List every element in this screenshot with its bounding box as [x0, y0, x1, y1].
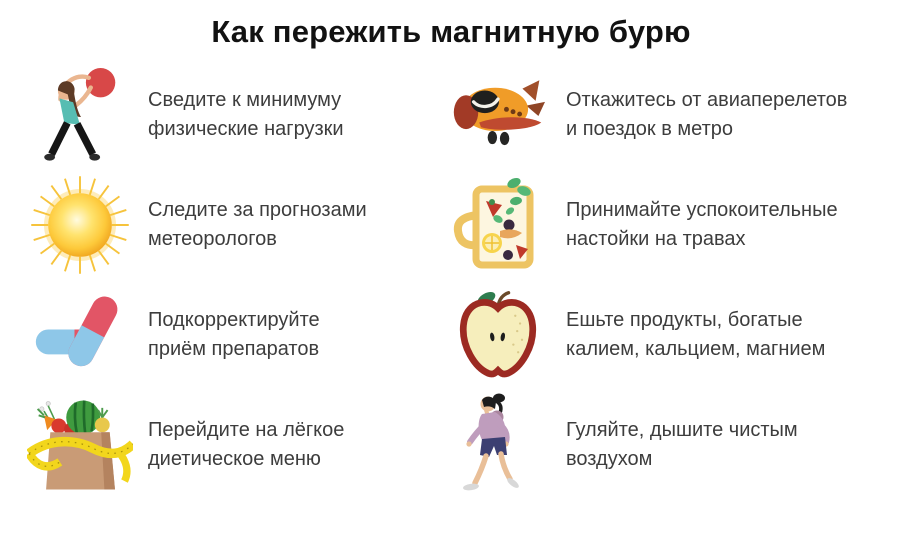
text-line: Перейдите на лёгкое	[148, 419, 345, 441]
text-line: физические нагрузки	[148, 118, 344, 140]
text-line: Принимайте успокоительные	[566, 199, 838, 221]
text-line: калием, кальцием, магнием	[566, 338, 826, 360]
exercise-icon	[26, 61, 134, 169]
text-line: Следите за прогнозами	[148, 199, 367, 221]
info-item-sun	[26, 170, 444, 280]
item-text	[566, 306, 825, 364]
text-line: Откажитесь от авиаперелетов	[566, 89, 848, 111]
text-line: Подкорректируйте	[148, 309, 320, 331]
item-text	[566, 86, 847, 144]
text-line: Сведите к минимуму	[148, 89, 342, 111]
item-text	[566, 416, 798, 474]
item-text	[148, 416, 344, 474]
info-item-walk	[444, 390, 880, 500]
airplane-icon	[444, 61, 552, 169]
walk-icon	[444, 391, 552, 499]
info-item-herbal-drink	[444, 170, 880, 280]
item-text	[566, 196, 838, 254]
text-line: Гуляйте, дышите чистым	[566, 419, 798, 441]
text-line: воздухом	[566, 448, 653, 470]
apple-icon	[444, 281, 552, 389]
info-grid	[0, 60, 902, 500]
page-title: Как пережить магнитную бурю	[211, 14, 691, 49]
herbal-drink-icon	[444, 171, 552, 279]
info-item-diet-bag	[26, 390, 444, 500]
text-line: настойки на травах	[566, 228, 746, 250]
item-text	[148, 196, 367, 254]
text-line: приём препаратов	[148, 338, 320, 360]
pills-icon	[26, 281, 134, 389]
text-line: и поездок в метро	[566, 118, 733, 140]
item-text	[148, 86, 344, 144]
item-text	[148, 306, 320, 364]
text-line: Ешьте продукты, богатые	[566, 309, 803, 331]
sun-icon	[26, 171, 134, 279]
diet-bag-icon	[26, 391, 134, 499]
text-line: метеорологов	[148, 228, 277, 250]
text-line: диетическое меню	[148, 448, 321, 470]
info-item-airplane	[444, 60, 880, 170]
info-item-pills	[26, 280, 444, 390]
info-item-exercise	[26, 60, 444, 170]
info-item-apple	[444, 280, 880, 390]
